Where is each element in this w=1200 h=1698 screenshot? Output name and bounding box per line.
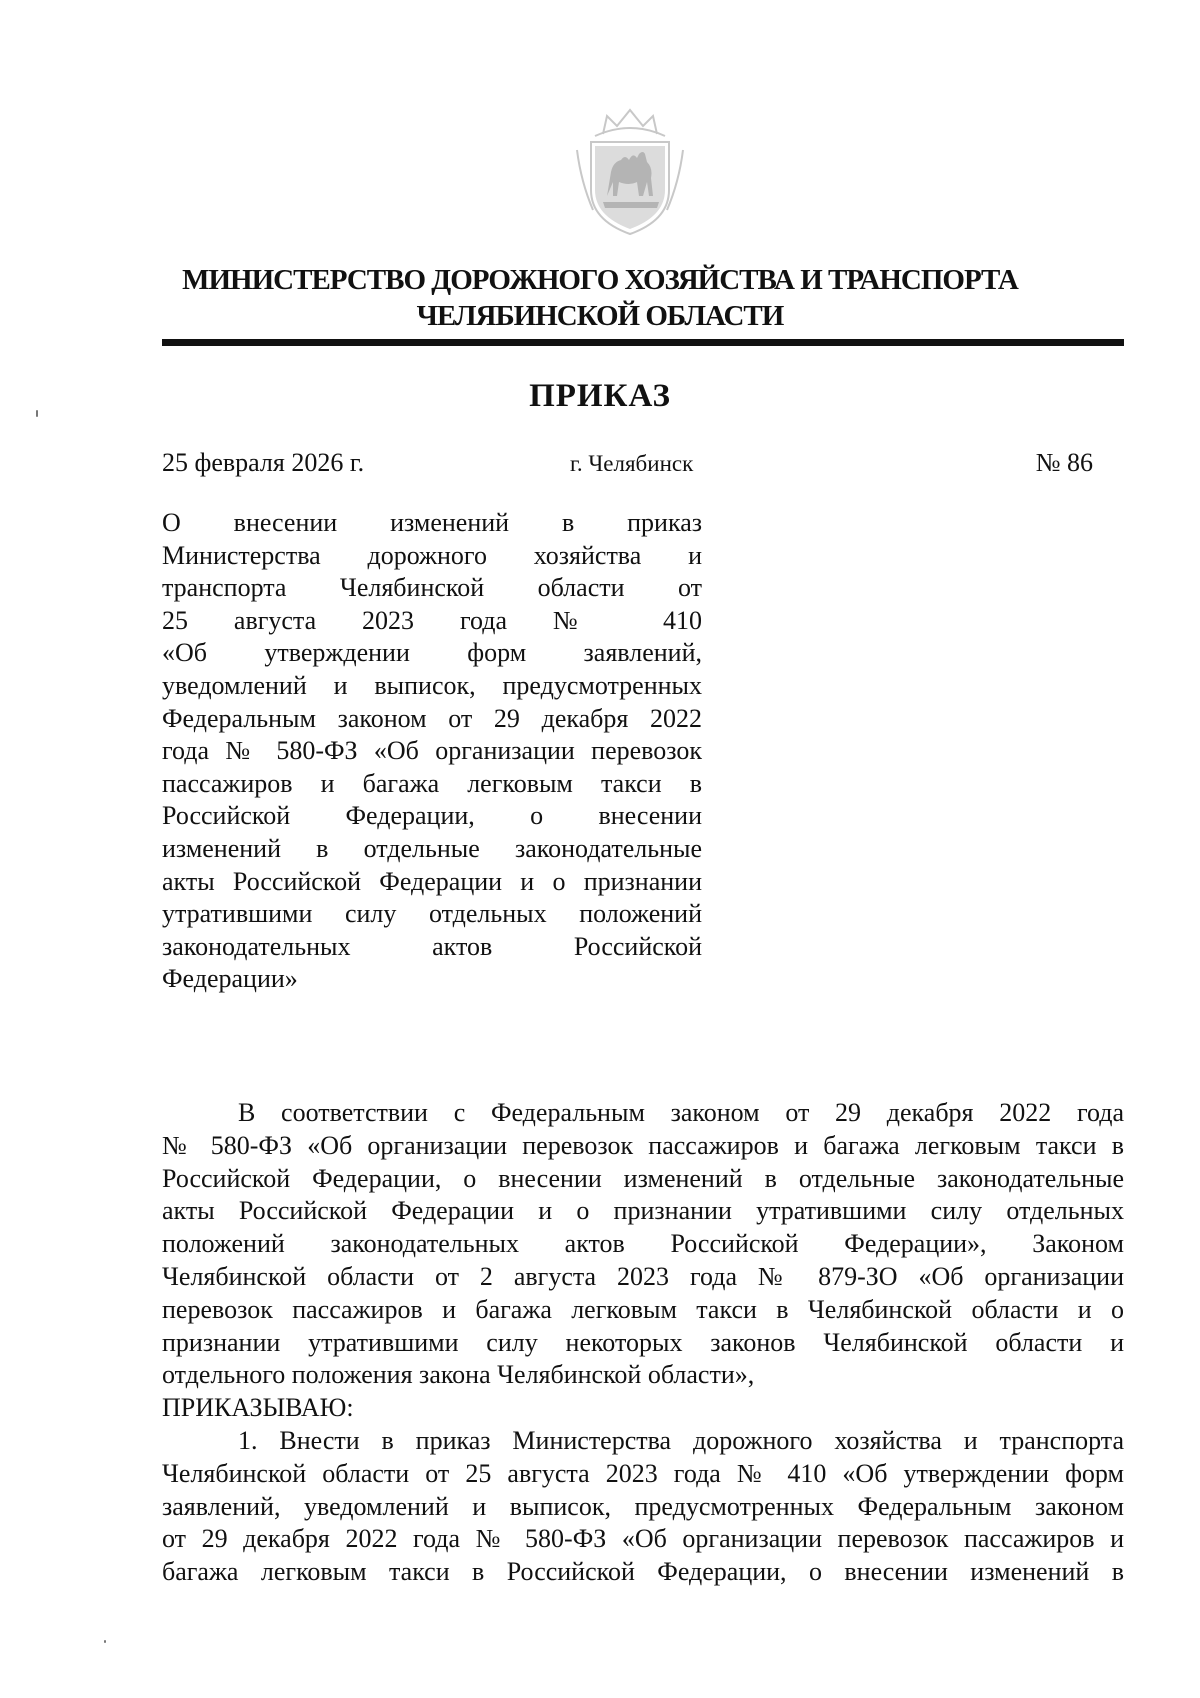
- scan-speck: [104, 1640, 106, 1643]
- subject-line: транспорта Челябинской области от: [162, 573, 702, 603]
- order-number: № 86: [1035, 448, 1093, 477]
- preamble-line: акты Российской Федерации и о признании утратившими силу отдельных: [162, 1196, 1124, 1226]
- scan-speck: [36, 410, 38, 417]
- document-title: ПРИКАЗ: [529, 378, 671, 414]
- item-1-line: от 29 декабря 2022 года № 580-ФЗ «Об организации перевозок пассажиров и: [162, 1524, 1124, 1554]
- preamble-line: В соответствии с Федеральным законом от 29 декабря 2022 года: [238, 1098, 1124, 1127]
- preamble-line: положений законодательных актов Российской Федерации», Законом: [162, 1229, 1124, 1259]
- subject-line: Российской Федерации, о внесении: [162, 801, 702, 831]
- subject-line: законодательных актов Российской: [162, 931, 702, 961]
- coat-of-arms-emblem: [573, 98, 687, 238]
- subject-line: Министерства дорожного хозяйства и: [162, 540, 702, 570]
- subject-line: 25 августа 2023 года № 410: [162, 605, 702, 635]
- header-divider: [162, 339, 1124, 346]
- order-city: г. Челябинск: [570, 451, 694, 476]
- subject-line: «Об утверждении форм заявлений,: [162, 638, 702, 668]
- subject-line: акты Российской Федерации и о признании: [162, 866, 702, 896]
- item-1-line: багажа легковым такси в Российской Федерации, о внесении изменений в: [162, 1557, 1124, 1587]
- order-body: [162, 1097, 1124, 1589]
- subject-line: О внесении изменений в приказ: [162, 508, 702, 537]
- subject-line: пассажиров и багажа легковым такси в: [162, 768, 702, 798]
- subject-line: изменений в отдельные законодательные: [162, 833, 702, 863]
- preamble-line: № 580-ФЗ «Об организации перевозок пассажиров и багажа легковым такси в: [162, 1130, 1124, 1160]
- preamble-line: перевозок пассажиров и багажа легковым такси в Челябинской области и о: [162, 1294, 1124, 1324]
- subject-line: года № 580-ФЗ «Об организации перевозок: [162, 736, 702, 766]
- ministry-name-line-1: МИНИСТЕРСТВО ДОРОЖНОГО ХОЗЯЙСТВА И ТРАНСПОРТА: [182, 264, 1018, 296]
- preamble-line: отдельного положения закона Челябинской области»,: [162, 1360, 755, 1390]
- subject-line: утратившими силу отдельных положений: [162, 899, 702, 929]
- preamble-line: Челябинской области от 2 августа 2023 года № 879-ЗО «Об организации: [162, 1261, 1124, 1291]
- ministry-name-line-2: ЧЕЛЯБИНСКОЙ ОБЛАСТИ: [416, 300, 784, 332]
- order-date: 25 февраля 2026 г.: [162, 448, 365, 477]
- item-1-line: Челябинской области от 25 августа 2023 года № 410 «Об утверждении форм: [162, 1458, 1124, 1488]
- preamble-line: признании утратившими силу некоторых законов Челябинской области и: [162, 1327, 1124, 1357]
- preamble-line: Российской Федерации, о внесении изменений в отдельные законодательные: [162, 1163, 1124, 1193]
- item-1-line: 1. Внести в приказ Министерства дорожного хозяйства и транспорта: [238, 1425, 1124, 1455]
- directive-word: ПРИКАЗЫВАЮ:: [162, 1393, 354, 1423]
- chelyabinsk-coat-of-arms-camel-icon: [573, 98, 687, 238]
- subject-line: Федерации»: [162, 964, 298, 994]
- order-subject: [162, 507, 702, 996]
- subject-line: Федеральным законом от 29 декабря 2022: [162, 703, 702, 733]
- subject-line: уведомлений и выписок, предусмотренных: [162, 670, 702, 700]
- item-1-line: заявлений, уведомлений и выписок, предусмотренных Федеральным законом: [162, 1491, 1124, 1521]
